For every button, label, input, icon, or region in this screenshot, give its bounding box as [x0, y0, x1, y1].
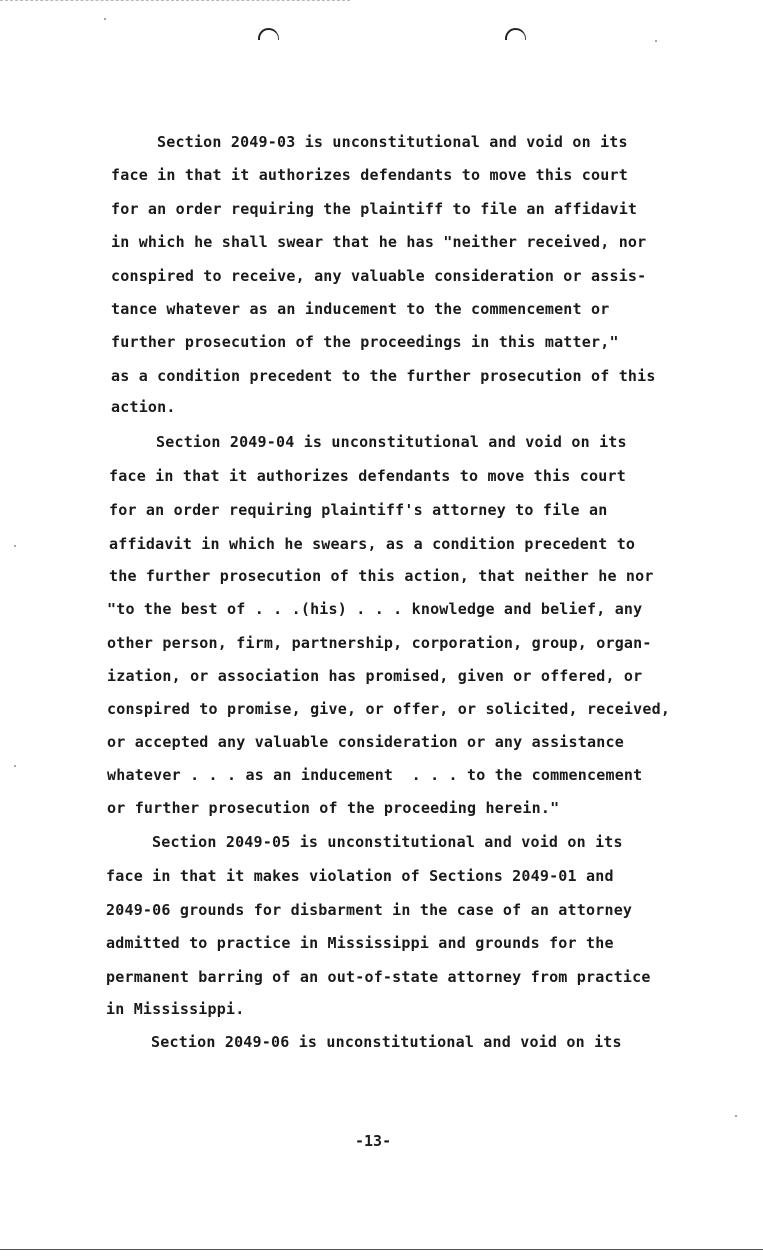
speck [104, 18, 106, 20]
paragraph-3-line-1: Section 2049-05 is unconstitutional and void on its [152, 833, 623, 851]
paragraph-2-line-11: whatever . . . as an inducement . . . to the commencement [107, 766, 643, 784]
paragraph-3-line-3: 2049-06 grounds for disbarment in the case of an attorney [106, 901, 633, 919]
punch-hole-mark-right [505, 28, 526, 40]
paragraph-1-line-6: tance whatever as an inducement to the commencement or [111, 300, 610, 318]
punch-hole-mark-left [258, 28, 279, 40]
paragraph-1-line-8: as a condition precedent to the further prosecution of this [111, 367, 656, 385]
paragraph-3-line-5: permanent barring of an out-of-state attorney from practice [106, 968, 651, 986]
paragraph-1-line-2: face in that it authorizes defendants to move this court [111, 166, 628, 184]
paragraph-2-line-2: face in that it authorizes defendants to move this court [109, 467, 626, 485]
speck [14, 545, 16, 547]
paragraph-1-line-3: for an order requiring the plaintiff to file an affidavit [111, 200, 638, 218]
speck [655, 40, 657, 42]
paragraph-1-line-5: conspired to receive, any valuable consideration or assis- [111, 267, 647, 285]
paragraph-2-line-10: or accepted any valuable consideration or any assistance [107, 733, 624, 751]
paragraph-2-line-5: the further prosecution of this action, that neither he nor [109, 567, 654, 585]
page-number: -13- [355, 1132, 392, 1150]
paragraph-1-line-7: further prosecution of the proceedings in this matter," [111, 333, 619, 351]
paragraph-2-line-3: for an order requiring plaintiff's attorney to file an [109, 501, 608, 519]
paragraph-2-line-6: "to the best of . . .(his) . . . knowledge and belief, any [107, 600, 643, 618]
paragraph-2-line-8: ization, or association has promised, given or offered, or [107, 667, 643, 685]
speck [735, 1115, 737, 1117]
speck [14, 765, 16, 767]
paragraph-2-line-1: Section 2049-04 is unconstitutional and void on its [156, 433, 627, 451]
paragraph-2-line-4: affidavit in which he swears, as a condition precedent to [109, 535, 636, 553]
paragraph-2-line-7: other person, firm, partnership, corporation, group, organ- [107, 634, 652, 652]
paragraph-3-line-4: admitted to practice in Mississippi and grounds for the [106, 934, 614, 952]
paragraph-1-line-1: Section 2049-03 is unconstitutional and void on its [157, 133, 628, 151]
bottom-edge-divider [0, 1249, 763, 1250]
paragraph-4-line-1: Section 2049-06 is unconstitutional and void on its [151, 1033, 622, 1051]
paragraph-3-line-2: face in that it makes violation of Sections 2049-01 and [106, 867, 614, 885]
paragraph-2-line-9: conspired to promise, give, or offer, or solicited, received, [107, 700, 671, 718]
paragraph-3-line-6: in Mississippi. [106, 1000, 245, 1018]
paragraph-2-line-12: or further prosecution of the proceeding herein." [107, 799, 560, 817]
paragraph-1-line-4: in which he shall swear that he has "neither received, nor [111, 233, 647, 251]
top-edge-divider [0, 0, 350, 1]
paragraph-1-line-9: action. [111, 398, 176, 416]
